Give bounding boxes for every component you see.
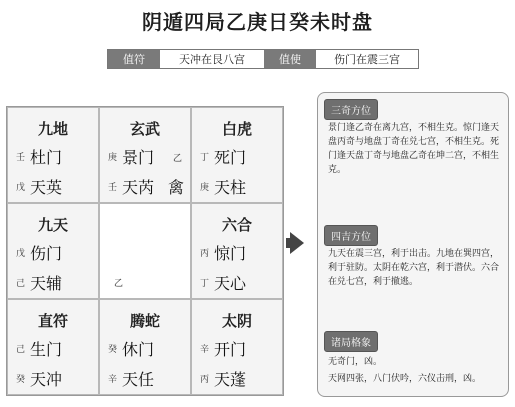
analysis-panel: [317, 92, 509, 397]
palace-bottom-left: [7, 299, 99, 395]
earth-stem: 丙: [200, 375, 210, 385]
heaven-stem: 庚: [108, 153, 118, 163]
earth-stem: 戊: [16, 183, 26, 193]
door-label: 杜门: [30, 148, 63, 167]
center-stem: 乙: [114, 279, 124, 289]
star-label: 天任: [122, 370, 155, 389]
heaven-stem: 丙: [200, 249, 210, 259]
deity-label: 腾蛇: [129, 312, 160, 330]
palace-top-mid: [99, 107, 191, 203]
door-label: 死门: [214, 148, 247, 167]
extra-stem: 乙: [172, 154, 182, 164]
deity-label: 直符: [37, 312, 68, 330]
section-text-geju-1: 无奇门，凶。: [328, 357, 383, 367]
palace-top-right: [191, 107, 283, 203]
door-label: 伤门: [30, 244, 63, 263]
zhifu-label: 值符: [108, 50, 160, 68]
earth-stem: 丁: [200, 279, 210, 289]
door-label: 开门: [214, 340, 247, 359]
heaven-stem: 辛: [200, 345, 210, 355]
door-label: 生门: [30, 340, 63, 359]
section-text-geju-2: 天网四张，八门伏吟，六仪击刑，凶。: [328, 374, 482, 384]
deity-label: 太阴: [221, 312, 252, 330]
page-title: 阴遁四局乙庚日癸未时盘: [142, 10, 373, 34]
deity-label: 白虎: [221, 120, 252, 138]
section-text-sanqi: 景门逢乙奇在离九宫，不相生克。惊门逢天盘丙奇与地盘丁奇在兑七宫，不相生克。死门逢天盘丁奇与地盘乙奇在坤二宫，不相生克。: [328, 123, 500, 175]
earth-stem: 庚: [200, 183, 210, 193]
palace-mid-left: [7, 203, 99, 299]
deity-label: 九天: [37, 216, 68, 234]
star-label: 天英: [30, 178, 63, 197]
section-tag-sanqi: 三奇方位: [324, 99, 378, 120]
door-label: 景门: [122, 148, 155, 167]
star-label: 天心: [214, 274, 247, 293]
heaven-stem: 癸: [108, 345, 118, 355]
door-label: 惊门: [214, 244, 247, 263]
star-label: 天辅: [30, 274, 63, 293]
heaven-stem: 丁: [200, 153, 210, 163]
earth-stem: 辛: [108, 375, 118, 385]
section-text-siji: 九天在震三宫，利于出击。九地在巽四宫，利于驻防。太阴在乾六宫，利于潜伏。六合在兑七宫，利于撤逃。: [328, 249, 500, 287]
heaven-stem: 己: [16, 345, 26, 355]
zhishi-value: 伤门在震三宫: [316, 50, 418, 68]
star-label: 天冲: [30, 370, 63, 389]
door-label: 休门: [122, 340, 155, 359]
earth-stem: 壬: [108, 183, 118, 193]
palace-top-left: [7, 107, 99, 203]
heaven-stem: 戊: [16, 249, 26, 259]
palace-bottom-right: [191, 299, 283, 395]
deity-label: 六合: [221, 216, 252, 234]
palace-mid-right: [191, 203, 283, 299]
deity-label: 九地: [37, 120, 68, 138]
info-bar: [107, 49, 419, 69]
earth-stem: 癸: [16, 375, 26, 385]
arrow-right-icon: [290, 232, 304, 254]
heaven-stem: 壬: [16, 153, 26, 163]
zhishi-label: 值使: [264, 50, 316, 68]
section-tag-geju: 诸局格象: [324, 331, 378, 352]
star-label: 天芮: [122, 178, 155, 197]
zhifu-value: 天冲在艮八宫: [160, 50, 264, 68]
star-label: 天柱: [214, 178, 247, 197]
earth-stem: 己: [16, 279, 26, 289]
palace-bottom-mid: [99, 299, 191, 395]
section-tag-siji: 四吉方位: [324, 225, 378, 246]
palace-grid: [6, 106, 284, 396]
palace-center: [99, 203, 191, 299]
extra-star: 禽: [167, 178, 184, 197]
deity-label: 玄武: [129, 120, 160, 138]
star-label: 天蓬: [214, 370, 247, 389]
